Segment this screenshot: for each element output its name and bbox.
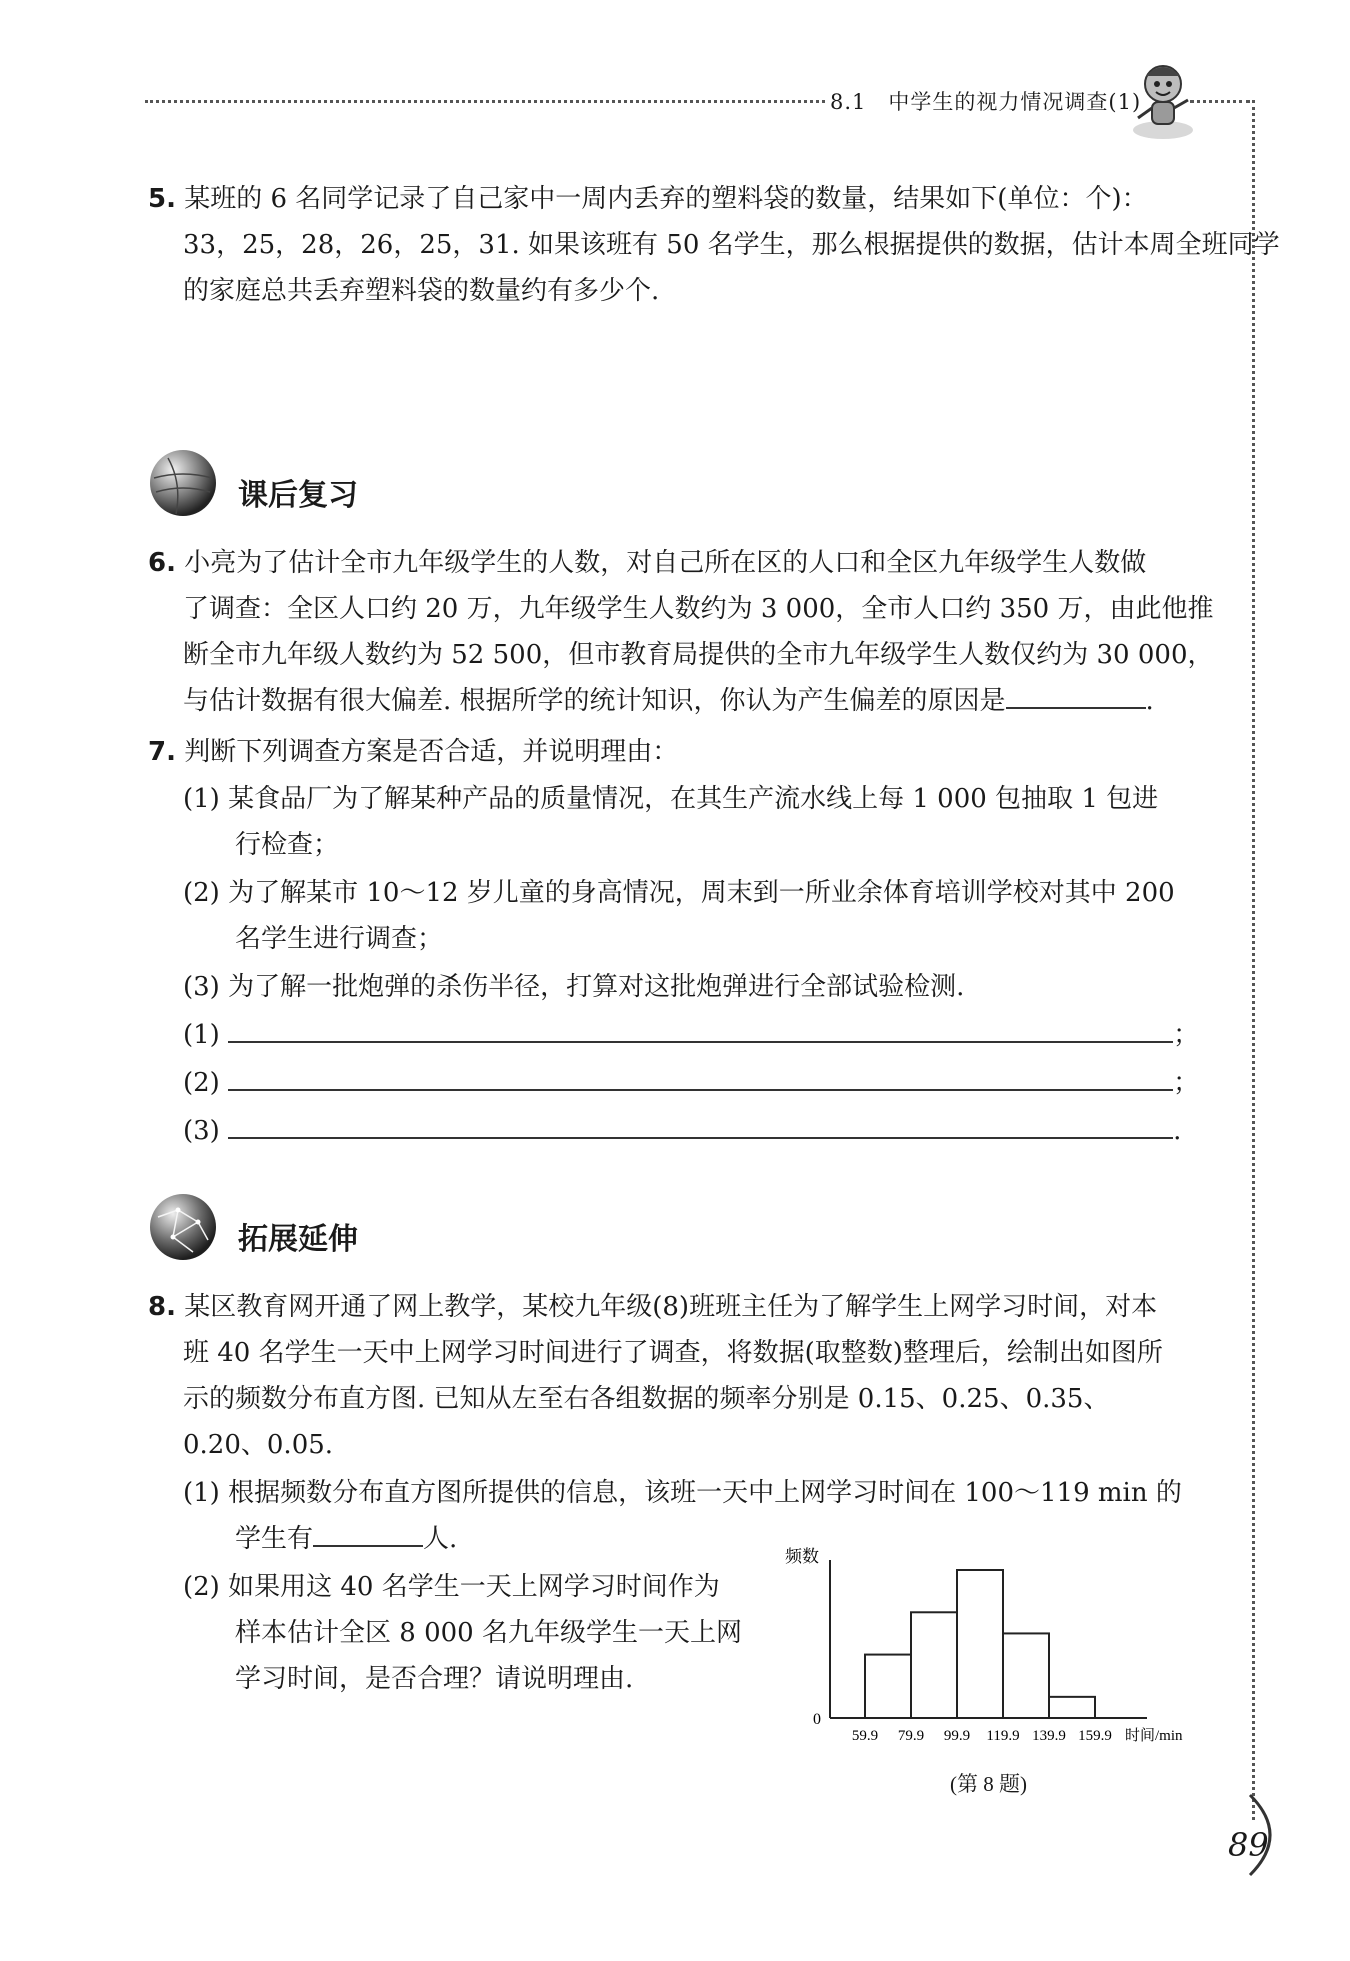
chart-xlabel: 时间/min [1125, 1728, 1183, 1744]
x-tick-label: 99.9 [943, 1728, 971, 1744]
q8-sub2-line-3: 学习时间，是否合理？请说明理由. [235, 1664, 634, 1694]
histogram-bar [957, 1570, 1003, 1718]
q6-line-3: 断全市九年级人数约为 52 500，但市教育局提供的全市九年级学生人数仅约为 30 000， [183, 640, 1214, 670]
q7-item-2b: 名学生进行调查； [235, 924, 444, 954]
header-section-title: 8.1 中学生的视力情况调查(1) [830, 90, 1142, 114]
chart-caption: (第 8 题) [950, 1772, 1027, 1796]
q6-number: 6. [148, 548, 176, 578]
q8-line-2: 班 40 名学生一天中上网学习时间进行了调查，将数据(取整数)整理后，绘制出如图所 [183, 1338, 1163, 1368]
q7-answer-end-3: . [1173, 1116, 1182, 1146]
x-tick-label: 139.9 [1032, 1728, 1066, 1744]
q7-answer-label-1: (1) [183, 1020, 220, 1050]
q7-line-stem [148, 735, 678, 769]
x-tick-label: 119.9 [986, 1728, 1020, 1744]
chart-origin: 0 [813, 1711, 821, 1728]
q7-answer-row-3 [183, 1114, 1181, 1148]
q7-answer-label-3: (3) [183, 1116, 220, 1146]
q7-stem: 判断下列调查方案是否合适，并说明理由： [184, 737, 679, 767]
q8-sub1-prefix: 学生有 [235, 1524, 314, 1554]
x-tick-label: 79.9 [897, 1728, 925, 1744]
q5-number: 5. [148, 184, 176, 214]
q8-sub1-suffix: 人. [423, 1524, 458, 1554]
header-rule-right [1190, 100, 1250, 103]
histogram-bar [911, 1612, 957, 1718]
page-number: 89 [1228, 1826, 1269, 1864]
histogram-bar [1049, 1697, 1095, 1718]
x-tick-label: 59.9 [851, 1728, 879, 1744]
q6-answer-blank[interactable] [1006, 707, 1146, 709]
section-title-review: 课后复习 [238, 478, 358, 513]
q5-line-1 [148, 182, 1148, 216]
q7-answer-row-1 [183, 1018, 1199, 1052]
q8-sub1-line-1: (1) 根据频数分布直方图所提供的信息，该班一天中上网学习时间在 100～119 min 的 [183, 1478, 1182, 1508]
q7-answer-end-1: ； [1173, 1020, 1200, 1050]
chart-ylabel: 频数 [785, 1547, 819, 1566]
q8-answer-blank[interactable] [313, 1545, 423, 1547]
q7-item-1a: (1) 某食品厂为了解某种产品的质量情况，在其生产流水线上每 1 000 包抽取 1 包进 [183, 784, 1159, 814]
q7-number: 7. [148, 737, 176, 767]
q6-line-4 [183, 684, 1154, 718]
q7-answer-line-3[interactable] [228, 1137, 1173, 1139]
x-tick-label: 159.9 [1078, 1728, 1112, 1744]
histogram-chart [775, 1540, 1210, 1750]
q8-sub2-line-2: 样本估计全区 8 000 名九年级学生一天上网 [235, 1618, 742, 1648]
q8-line-3: 示的频数分布直方图. 已知从左至右各组数据的频率分别是 0.15、0.25、0.35、 [183, 1384, 1110, 1414]
q6-line-1 [148, 546, 1146, 580]
q6-text-1: 小亮为了估计全市九年级学生的人数，对自己所在区的人口和全区九年级学生人数做 [184, 548, 1147, 578]
q5-line-2: 33，25，28，26，25，31. 如果该班有 50 名学生，那么根据提供的数据，估计本周全班同学 [183, 230, 1280, 260]
q7-item-1b: 行检查； [235, 830, 340, 860]
histogram-bar [1003, 1633, 1049, 1718]
q7-answer-line-1[interactable] [228, 1041, 1173, 1043]
globe-network-icon [148, 1192, 218, 1262]
q8-sub1-line-2 [235, 1522, 457, 1556]
q8-text-1: 某区教育网开通了网上教学，某校九年级(8)班班主任为了解学生上网学习时间，对本 [184, 1292, 1158, 1322]
q6-line-2: 了调查：全区人口约 20 万，九年级学生人数约为 3 000，全市人口约 350 万，由此他推 [183, 594, 1214, 624]
header-rule-left [145, 100, 825, 103]
histogram-bar [865, 1655, 911, 1718]
q8-number: 8. [148, 1292, 176, 1322]
mascot-icon [1128, 58, 1198, 142]
section-title-extension: 拓展延伸 [238, 1222, 358, 1257]
q7-answer-line-2[interactable] [228, 1089, 1173, 1091]
q7-answer-row-2 [183, 1066, 1199, 1100]
page-edge-rule [1252, 100, 1255, 1820]
sphere-icon [148, 448, 218, 518]
q5-line-3: 的家庭总共丢弃塑料袋的数量约有多少个. [183, 276, 660, 306]
q7-item-3: (3) 为了解一批炮弹的杀伤半径，打算对这批炮弹进行全部试验检测. [183, 972, 965, 1002]
q7-answer-label-2: (2) [183, 1068, 220, 1098]
q8-line-1 [148, 1290, 1157, 1324]
q8-sub2-line-1: (2) 如果用这 40 名学生一天上网学习时间作为 [183, 1572, 720, 1602]
q5-text-1: 某班的 6 名同学记录了自己家中一周内丢弃的塑料袋的数量，结果如下(单位：个)： [184, 184, 1148, 214]
q6-text-4: 与估计数据有很大偏差. 根据所学的统计知识，你认为产生偏差的原因是 [183, 686, 1006, 716]
q7-answer-end-2: ； [1173, 1068, 1200, 1098]
q8-line-4: 0.20、0.05. [183, 1430, 334, 1460]
q7-item-2a: (2) 为了解某市 10～12 岁儿童的身高情况，周末到一所业余体育培训学校对其中 200 [183, 878, 1175, 908]
q6-end: . [1145, 686, 1154, 716]
